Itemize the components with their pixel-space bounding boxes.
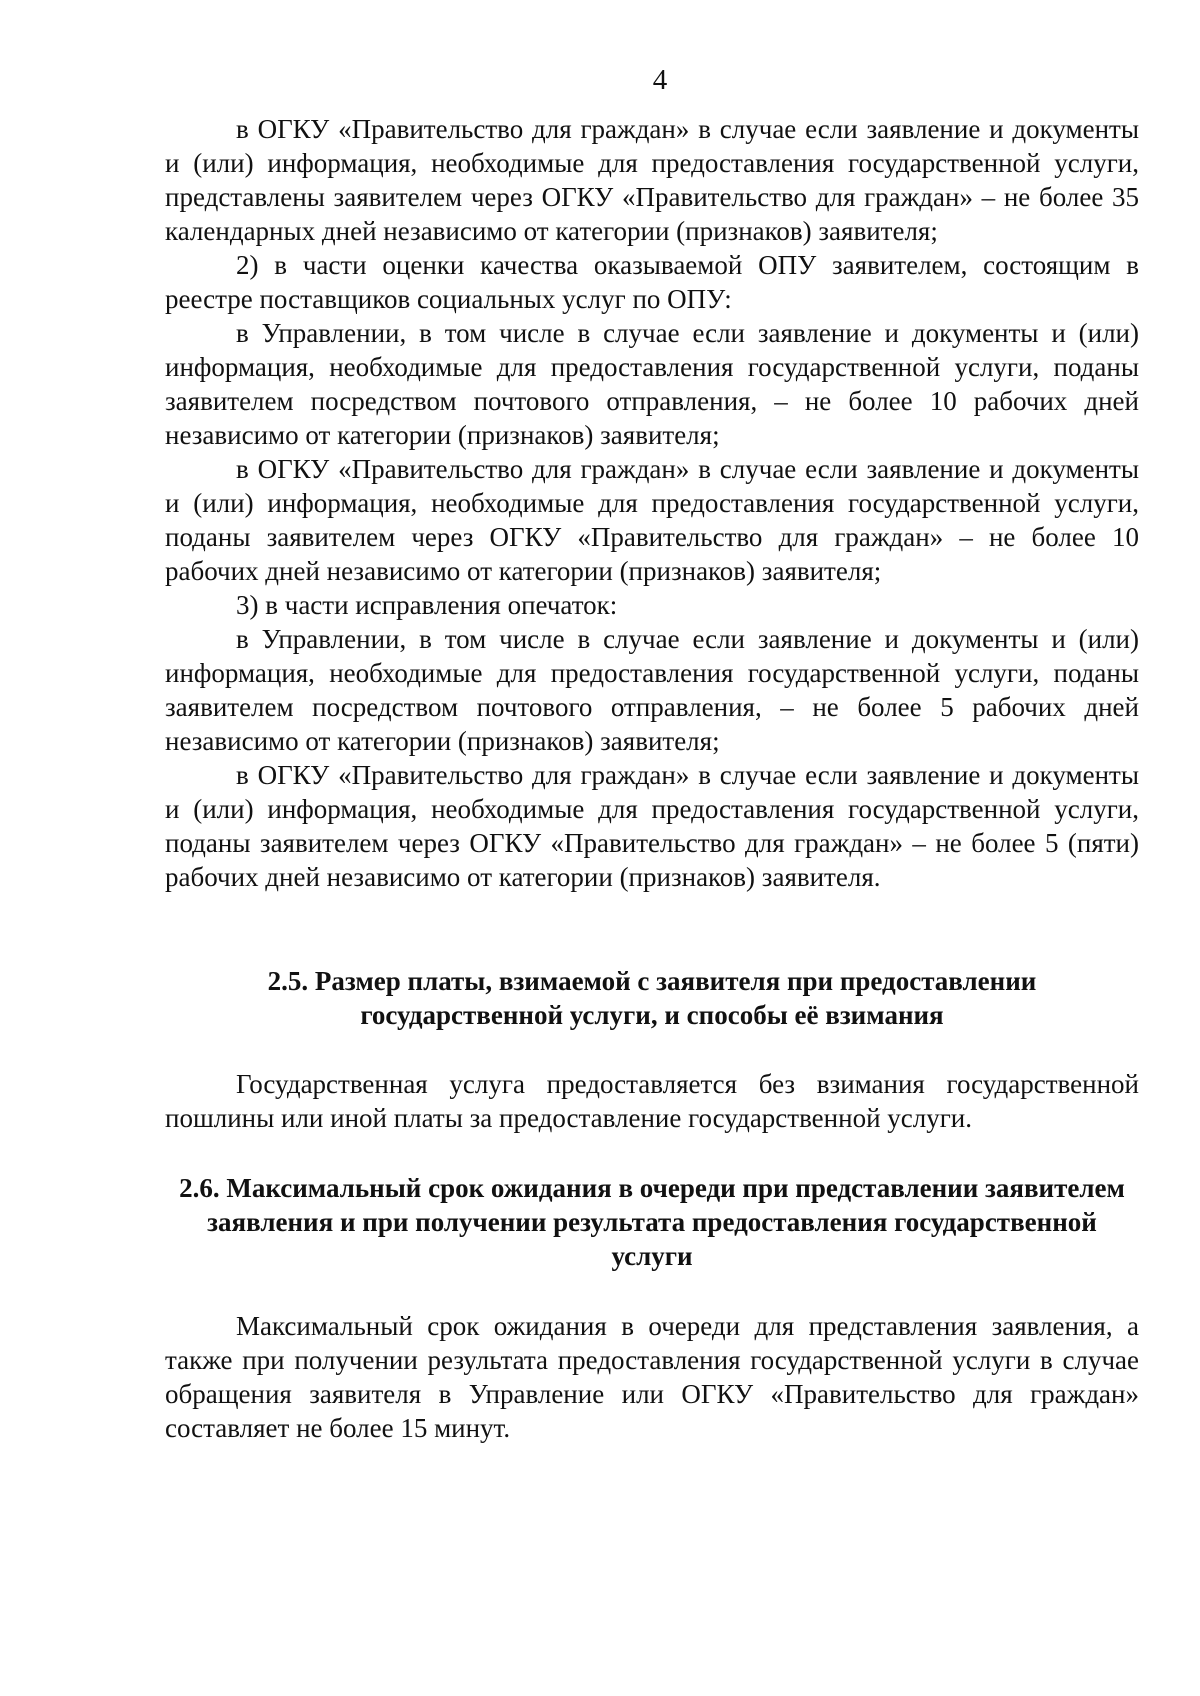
section-heading-2-6: 2.6. Максимальный срок ожидания в очереди при представлении заявителем заявления и при получении результата предоставления государственной услуги	[179, 1173, 1125, 1271]
paragraph-item-3-typo-correction: 3) в части исправления опечаток:	[236, 590, 618, 620]
section-heading-2-5: 2.5. Размер платы, взимаемой с заявителя при предоставлении государственной услуги, и способы её взимания	[267, 966, 1037, 1030]
paragraph-ogku-10-days: в ОГКУ «Правительство для граждан» в случае если заявление и документы и (или) информация, необходимые для предоставления государственной услуги, поданы заявителем через ОГКУ «Правительство для граждан» – не более 10 рабочих дней независимо от категории (признаков) заявителя;	[165, 454, 1139, 586]
document-body	[165, 112, 1139, 1445]
paragraph-section-2-6: Максимальный срок ожидания в очереди для представления заявления, а также при получении результата предоставления государственной услуги в случае обращения заявителя в Управление или ОГКУ «Правительство для граждан» составляет не более 15 минут.	[165, 1311, 1139, 1443]
paragraph-section-2-5: Государственная услуга предоставляется без взимания государственной пошлины или иной платы за предоставление государственной услуги.	[165, 1069, 1139, 1133]
page-number: 4	[652, 64, 668, 96]
paragraph-management-10-days: в Управлении, в том числе в случае если заявление и документы и (или) информация, необходимые для предоставления государственной услуги, поданы заявителем посредством почтового отправления, – не более 10 рабочих дней независимо от категории (признаков) заявителя;	[165, 318, 1139, 450]
paragraph-ogku-35-days: в ОГКУ «Правительство для граждан» в случае если заявление и документы и (или) информация, необходимые для предоставления государственной услуги, представлены заявителем через ОГКУ «Правительство для граждан» – не более 35 календарных дней независимо от категории (признаков) заявителя;	[165, 114, 1139, 246]
paragraph-management-5-days: в Управлении, в том числе в случае если заявление и документы и (или) информация, необходимые для предоставления государственной услуги, поданы заявителем посредством почтового отправления, – не более 5 рабочих дней независимо от категории (признаков) заявителя;	[165, 624, 1139, 756]
paragraph-ogku-5-days: в ОГКУ «Правительство для граждан» в случае если заявление и документы и (или) информация, необходимые для предоставления государственной услуги, поданы заявителем через ОГКУ «Правительство для граждан» – не более 5 (пяти) рабочих дней независимо от категории (признаков) заявителя.	[165, 760, 1139, 892]
paragraph-item-2-quality-assessment: 2) в части оценки качества оказываемой ОПУ заявителем, состоящим в реестре поставщиков социальных услуг по ОПУ:	[165, 250, 1139, 314]
